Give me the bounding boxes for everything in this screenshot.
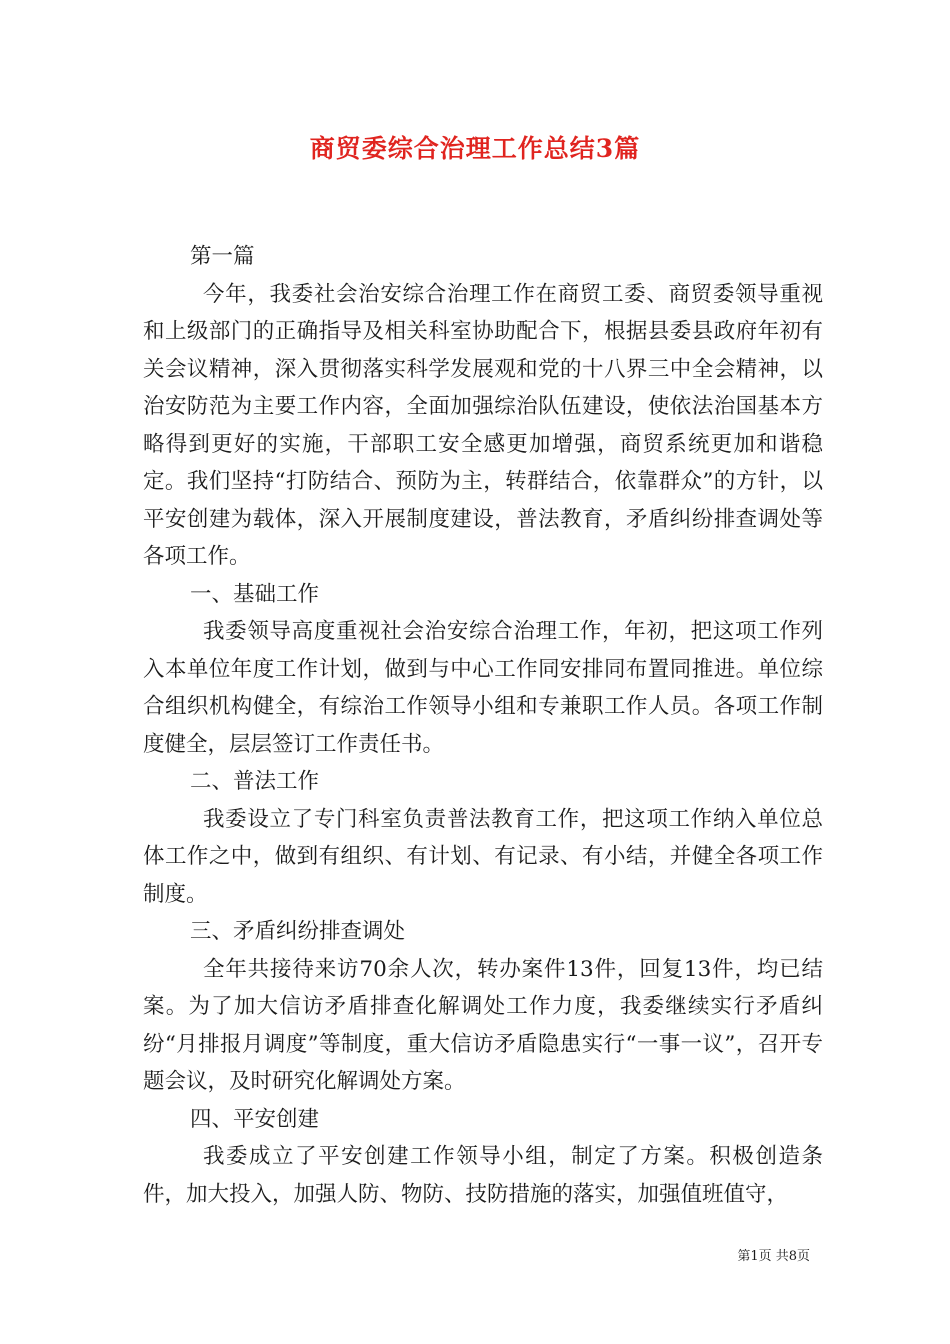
page-indicator: 第1页 共8页 [737, 1249, 810, 1264]
part-label: 第一篇 [190, 244, 255, 269]
intro-paragraph: 今年，我委社会治安综合治理工作在商贸工委、商贸委领导重视和上级部门的正确指导及相关科室协助配合下，根据县委县政府年初有关会议精神，深入贯彻落实科学发展观和党的十八界三中全会精神，以治安防范为主要工作内容，全面加强综治队伍建设，使依法治国基本方略得到更好的实施，干部职工安全感更加增强，商贸系统更加和谐稳定。我们坚持“打防结合、预防为主，转群结合，依靠群众”的方针，以平安创建为载体，深入开展制度建设，普法教育，矛盾纠纷排查调处等各项工作。 [143, 281, 823, 569]
section-paragraph: 我委成立了平安创建工作领导小组，制定了方案。积极创造条件，加大投入，加强人防、物防、技防措施的落实，加强值班值守， [143, 1144, 823, 1207]
section-paragraph: 我委领导高度重视社会治安综合治理工作，年初，把这项工作列入本单位年度工作计划，做到与中心工作同安排同布置同推进。单位综合组织机构健全，有综治工作领导小组和专兼职工作人员。各项工作制度健全，层层签订工作责任书。 [143, 619, 823, 757]
section-heading: 一、基础工作 [190, 581, 320, 607]
section-heading: 四、平安创建 [190, 1106, 320, 1132]
section-paragraph: 全年共接待来访70余人次，转办案件13件，回复13件，均已结案。为了加大信访矛盾排查化解调处工作力度，我委继续实行矛盾纠纷“月排报月调度”等制度，重大信访矛盾隐患实行“一事一议”，召开专题会议，及时研究化解调处方案。 [143, 956, 823, 1094]
section-heading: 三、矛盾纠纷排查调处 [190, 919, 406, 944]
section-heading: 二、普法工作 [190, 769, 320, 794]
section-paragraph: 我委设立了专门科室负责普法教育工作，把这项工作纳入单位总体工作之中，做到有组织、有计划、有记录、有小结，并健全各项工作制度。 [143, 806, 823, 907]
document-body [143, 238, 823, 1213]
document-title: 商贸委综合治理工作总结3篇 [309, 134, 641, 163]
